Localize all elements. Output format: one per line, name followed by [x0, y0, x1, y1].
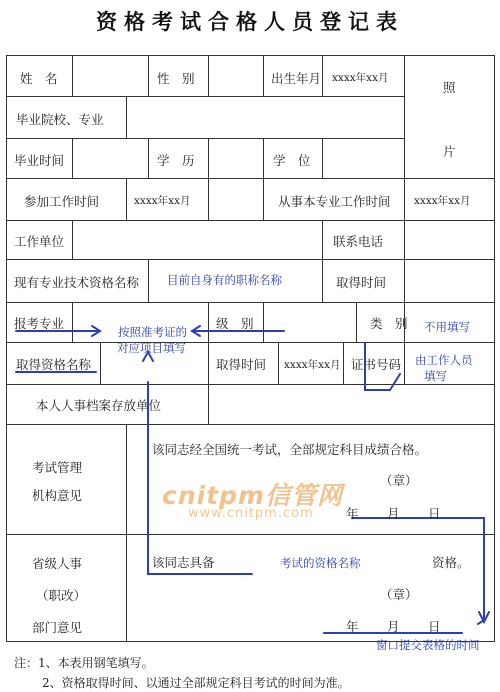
note-1: 注：1、本表用钢笔填写。: [14, 656, 154, 670]
label-prov-3: 部门意见: [32, 620, 83, 635]
major-hint-1: 按照准考证的: [118, 325, 187, 339]
label-category: 类 别: [370, 316, 408, 331]
seal-1: （章）: [380, 473, 418, 488]
cert-hint-1: 由工作人员: [415, 353, 473, 367]
major-hint-2: 对应项目填写: [117, 341, 186, 355]
label-tech-title: 现有专业技术资格名称: [14, 275, 140, 290]
date-1-day: 日: [428, 506, 441, 521]
label-archive: 本人人事档案存放单位: [36, 398, 162, 413]
seal-2: （章）: [380, 587, 418, 602]
exam-opinion-text: 该同志经全国统一考试，全部规定科目成绩合格。: [152, 442, 428, 457]
watermark-url: www.cnitpm.com: [188, 506, 314, 521]
form-title: 资格考试合格人员登记表: [96, 9, 404, 34]
value-prof-work: xxxx年xx月: [414, 195, 471, 207]
label-qual-name: 取得资格名称: [16, 357, 92, 372]
label-cert-no: 证书号码: [351, 357, 402, 372]
date-hint: 窗口提交表格的时间: [376, 638, 480, 652]
tech-title-hint: 目前自身有的职称名称: [167, 273, 282, 287]
label-exam-mgmt-2: 机构意见: [32, 488, 83, 503]
qual-hint: 考试的资格名称: [280, 556, 361, 570]
note-2: 2、资格取得时间、以通过全部规定科目考试的时间为准。: [42, 676, 350, 690]
label-obtain-time-2: 取得时间: [216, 357, 267, 372]
date-2-year: 年: [346, 619, 359, 634]
label-level: 级 别: [216, 316, 254, 331]
label-prov-2: （职改）: [36, 588, 87, 603]
prov-opinion-end: 资格。: [432, 555, 470, 570]
label-major: 报考专业: [14, 316, 65, 331]
label-obtain-time-1: 取得时间: [336, 275, 387, 290]
label-birth: 出生年月: [271, 71, 322, 86]
label-employer: 工作单位: [14, 234, 65, 249]
watermark-brand: cnitpm信管网: [162, 481, 344, 510]
label-photo-2: 片: [443, 144, 456, 159]
label-prof-work: 从事本专业工作时间: [278, 194, 391, 209]
label-name: 姓 名: [20, 71, 58, 86]
label-school: 毕业院校、专业: [16, 112, 104, 127]
category-hint: 不用填写: [424, 320, 470, 334]
label-exam-mgmt-1: 考试管理: [32, 460, 83, 475]
value-work-start: xxxx年xx月: [134, 195, 191, 207]
date-2-month: 月: [387, 619, 400, 634]
date-1-year: 年: [346, 506, 359, 521]
value-obtain: xxxx年xx月: [284, 359, 341, 371]
label-phone: 联系电话: [333, 234, 384, 249]
date-2-day: 日: [428, 619, 441, 634]
prov-opinion-text: 该同志具备: [152, 555, 215, 570]
label-work-start: 参加工作时间: [24, 194, 100, 209]
cert-hint-2: 填写: [424, 369, 447, 383]
label-grad-time: 毕业时间: [14, 153, 65, 168]
label-prov-1: 省级人事: [32, 556, 83, 571]
label-gender: 性 别: [157, 71, 195, 86]
date-1-month: 月: [387, 506, 400, 521]
label-education: 学 历: [157, 153, 195, 168]
label-degree: 学 位: [273, 153, 311, 168]
label-photo-1: 照: [443, 80, 456, 95]
value-birth: xxxx年xx月: [332, 72, 389, 84]
